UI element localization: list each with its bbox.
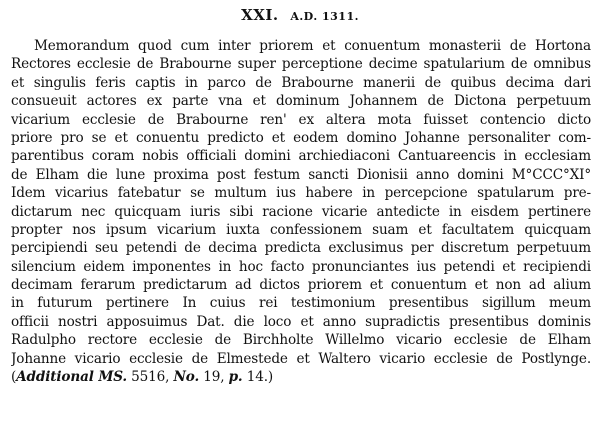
text-line: Idem vicarius fatebatur se multum ius habere in percepcione spatularum pre- (11, 185, 591, 202)
citation-no-value: 19, (203, 369, 225, 386)
text-line: Radulpho rectore ecclesie de Birchholte Willelmo vicario ecclesie de Elham (11, 332, 591, 349)
citation-open: ( (11, 369, 17, 386)
text-line: parentibus coram nobis officiali domini archiediaconi Cantuareencis in ecclesiam (11, 148, 591, 165)
text-line: in futurum pertinere In cuius rei testimonium presentibus sigillum meum (11, 295, 591, 312)
text-line: propter nos ipsum vicarium iuxta confessionem suam et facultatem quicquam (11, 221, 591, 238)
text-line: de Elham die lune proxima post festum sancti Dionisii anno domini M°CCC°XI° (11, 166, 591, 183)
text-line: consueuit actores ex parte vna et dominum Johannem de Dictona perpetuum (11, 93, 591, 110)
text-line: dictarum nec quicquam iuris sibi racione vicarie antedicte in eisdem pertinere (11, 203, 591, 220)
heading-number: XXI. (241, 6, 279, 24)
source-citation (11, 368, 591, 386)
text-line: percipiendi seu petendi de decima predicta exclusimus per discretum perpetuum (11, 240, 591, 257)
text-line: decimam ferarum predictarum ad dictos priorem et conuentum et non ad alium (11, 277, 591, 294)
heading-date: A.D. 1311. (290, 10, 359, 23)
citation-source: Additional MS. (16, 369, 127, 386)
text-line: officii nostri apposuimus Dat. die loco et anno supradictis presentibus dominis (11, 313, 591, 330)
text-line: silencium eidem imponentes in hoc facto pronunciantes ius petendi et recipiendi (11, 258, 591, 275)
text-line: Memorandum quod cum inter priorem et conuentum monasterii de Hortona (34, 38, 591, 54)
text-line: priore pro se et conuentu predicto et eodem domino Johanne personaliter com- (11, 129, 591, 146)
citation-number: 5516, (131, 369, 170, 386)
citation-no-label: No. (173, 369, 200, 386)
text-line: et singulis feris captis in parco de Brabourne manerii de quibus decima dari (11, 74, 591, 91)
citation-p-label: p. (228, 369, 243, 386)
citation-close: ) (267, 369, 274, 386)
document-body (11, 37, 591, 386)
text-line: Rectores ecclesie de Brabourne super perceptione decime spatularium de omnibus (11, 56, 591, 73)
text-line: Johanne vicario ecclesie de Elmestede et Waltero vicario ecclesie de Postlynge. (11, 350, 591, 367)
citation-p-value: 14. (246, 369, 268, 386)
document-heading (0, 6, 600, 24)
text-line: vicarium ecclesie de Brabourne ren' ex altera mota fuisset contencio dicto (11, 111, 591, 128)
